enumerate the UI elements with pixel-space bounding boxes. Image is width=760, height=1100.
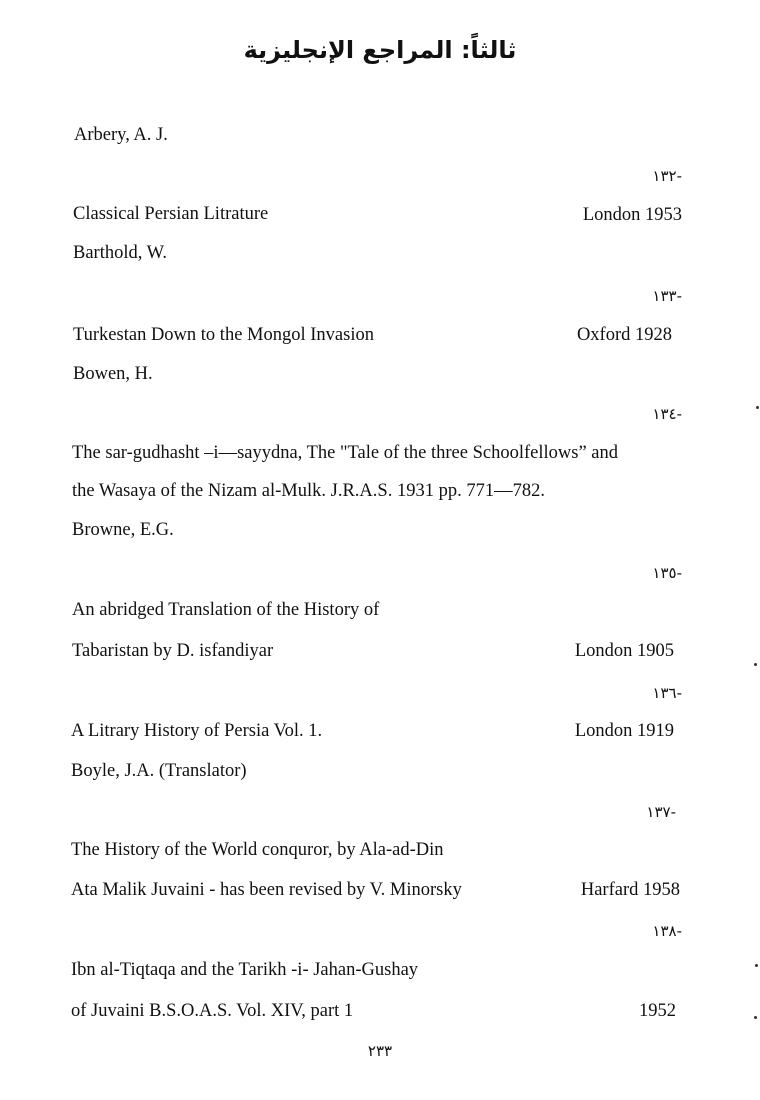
author-barthold: Barthold, W. xyxy=(73,243,168,263)
entry-number-136: -١٣٦ xyxy=(652,684,682,702)
entry-title-134-line2: the Wasaya of the Nizam al-Mulk. J.R.A.S. 1931 pp. 771—782. xyxy=(72,481,545,501)
entry-title-133: Turkestan Down to the Mongol Invasion xyxy=(73,325,374,345)
scan-mark xyxy=(756,406,759,409)
author-browne: Browne, E.G. xyxy=(72,520,174,540)
entry-pub-135: London 1905 xyxy=(574,641,674,661)
entry-title-132: Classical Persian Litrature xyxy=(73,204,269,224)
entry-title-137-line2: Ata Malik Juvaini - has been revised by V. Minorsky xyxy=(71,880,462,900)
page-number: ٢٣٣ xyxy=(367,1042,393,1060)
author-bowen: Bowen, H. xyxy=(73,364,153,384)
entry-title-138-line1: Ibn al-Tiqtaqa and the Tarikh -i- Jahan-Gushay xyxy=(71,960,419,980)
entry-number-135: -١٣٥ xyxy=(652,564,682,582)
entry-pub-136: London 1919 xyxy=(574,721,674,741)
page-heading: ثالثاً: المراجع الإنجليزية xyxy=(243,36,517,64)
entry-number-137: -١٣٧ xyxy=(646,803,676,821)
entry-number-134: -١٣٤ xyxy=(652,405,682,423)
scan-mark xyxy=(754,1016,757,1019)
entry-pub-133: Oxford 1928 xyxy=(576,325,672,345)
entry-title-137-line1: The History of the World conquror, by Ala-ad-Din xyxy=(71,840,444,860)
entry-title-138-line2: of Juvaini B.S.O.A.S. Vol. XIV, part 1 xyxy=(71,1001,354,1021)
entry-number-132: -١٣٢ xyxy=(652,167,682,185)
scan-mark xyxy=(754,663,757,666)
entry-title-135-line2: Tabaristan by D. isfandiyar xyxy=(72,641,274,661)
author-arbery: Arbery, A. J. xyxy=(74,125,168,145)
entry-number-138: -١٣٨ xyxy=(652,922,682,940)
author-boyle: Boyle, J.A. (Translator) xyxy=(71,761,247,781)
entry-title-136: A Litrary History of Persia Vol. 1. xyxy=(71,721,323,741)
entry-title-135-line1: An abridged Translation of the History of xyxy=(72,600,380,620)
entry-title-134-line1: The sar-gudhasht –i—sayydna, The "Tale of the three Schoolfellows” and xyxy=(72,443,618,463)
scan-mark xyxy=(755,964,758,967)
entry-number-133: -١٣٣ xyxy=(652,287,682,305)
entry-pub-137: Harfard 1958 xyxy=(580,880,680,900)
entry-pub-138: 1952 xyxy=(639,1001,676,1021)
entry-pub-132: London 1953 xyxy=(582,205,682,225)
